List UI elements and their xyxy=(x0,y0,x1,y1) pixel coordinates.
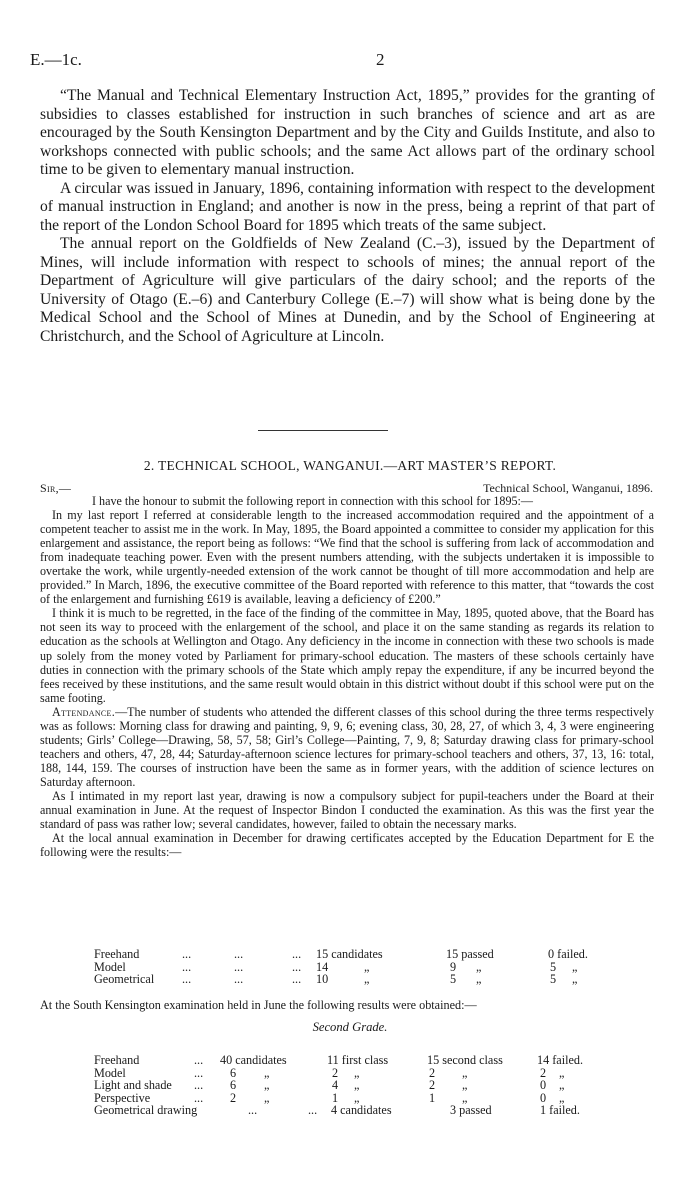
candidates-cell: 6 xyxy=(230,1065,237,1080)
intro-paragraph: “The Manual and Technical Elementary Instruction Act, 1895,” provides for the granting of subsidies to classes established for instruction in such branches of science and art as are encouraged by the South Kensington Department and by the City and Guilds Institute, and also to workshops connected with public schools; and the same Act allows part of the ordinary school time to be given to elementary manual instruction. xyxy=(40,87,655,178)
failed-cell: 1 failed. xyxy=(540,1103,580,1118)
subject-cell: Perspective xyxy=(94,1090,151,1105)
report-title: 2. TECHNICAL SCHOOL, WANGANUI.—ART MASTER’S REPORT. xyxy=(143,458,557,473)
leader-dots: ... xyxy=(194,1078,204,1093)
leader-dots: ... xyxy=(292,972,302,987)
paragraph-text: I have the honour to submit the following report in connection with this school for 1895:— xyxy=(92,494,534,508)
ditto-mark: „ xyxy=(572,972,578,987)
passed-cell: 5 xyxy=(450,972,457,987)
table-row xyxy=(94,972,614,985)
dateline: Technical School, Wanganui, 1896. xyxy=(483,481,653,495)
south-kensington-intro: At the South Kensington examination held in June the following results were obtained:— xyxy=(40,998,477,1012)
paragraph-text: —The number of students who attended the different classes of this school during the three terms respectively was as follows: Morning class for drawing and painting, 9, 9, 6; evening class, 30, 28, 27, of which 3, 4, 3 were engineering students; Girls’ College—Drawing, 58, 57, 58; Girl’s College—Painting, 7, 9, 8; Saturday drawing class for primary-school teachers and others, 47, 28, 44; Saturday-afternoon science lectures for primary-school teachers and others, 37, 13, 16: total, 188, 144, 159. The courses of instruction have been the same as in former years, with the addition of science lectures on Saturday afternoon. xyxy=(40,704,654,789)
failed-cell: 5 xyxy=(550,972,557,987)
report-paragraph xyxy=(40,494,654,508)
report-paragraph: At the local annual examination in December for drawing certificates accepted by the Education Department for E the following were the results:— xyxy=(40,831,654,860)
leader-dots: ... xyxy=(234,972,244,987)
ditto-mark: „ xyxy=(354,1065,360,1080)
failed-cell: 0 xyxy=(540,1090,547,1105)
first-class-cell: 2 xyxy=(332,1065,339,1080)
ditto-mark: „ xyxy=(364,959,370,974)
ditto-mark: „ xyxy=(354,1078,360,1093)
subject-cell: Freehand xyxy=(94,947,140,961)
ditto-mark: „ xyxy=(559,1078,565,1093)
page-header xyxy=(30,50,670,74)
second-grade-heading: Second Grade. xyxy=(312,1020,388,1034)
ditto-mark: „ xyxy=(462,1065,468,1080)
candidates-cell: 14 xyxy=(316,959,329,974)
candidates-cell: 15 candidates xyxy=(316,947,383,961)
passed-cell: 9 xyxy=(450,959,457,974)
failed-cell: 2 xyxy=(540,1065,547,1080)
ditto-mark: „ xyxy=(476,972,482,987)
second-class-cell: 15 second class xyxy=(427,1053,503,1067)
ditto-mark: „ xyxy=(364,972,370,987)
leader-dots: ... xyxy=(234,959,244,974)
report-paragraph xyxy=(40,705,654,789)
leader-dots: ... xyxy=(182,972,192,987)
intro-paragraph: The annual report on the Goldfields of New Zealand (C.–3), issued by the Department of Mines, will include information with respect to schools of mines; the annual report of the Department of Agriculture will give particulars of the dairy school; and the reports of the University of Otago (E.–6) and Canterbury College (E.–7) will show what is being done by the Medical School and the School of Mines at Dunedin, and by the School of Engineering at Christchurch, and the School of Agriculture at Lincoln. xyxy=(40,235,655,345)
subject-cell: Geometrical xyxy=(94,972,155,987)
local-results-table xyxy=(94,947,614,985)
second-class-cell: 2 xyxy=(429,1065,436,1080)
south-kensington-table xyxy=(94,1053,624,1116)
leader-dots: ... xyxy=(292,959,302,974)
table-row xyxy=(94,1066,624,1079)
table-row xyxy=(94,1053,624,1066)
table-row xyxy=(94,1078,624,1091)
failed-cell: 0 failed. xyxy=(548,947,588,961)
leader-dots: ... xyxy=(248,1103,258,1118)
table-row xyxy=(94,1091,624,1104)
ditto-mark: „ xyxy=(264,1090,270,1105)
table-row xyxy=(94,960,614,973)
ditto-mark: „ xyxy=(264,1078,270,1093)
failed-cell: 5 xyxy=(550,959,557,974)
attendance-heading: Attendance. xyxy=(52,704,116,719)
first-class-cell: 4 xyxy=(332,1078,339,1093)
leader-dots: ... xyxy=(182,947,192,961)
passed-cell: 15 passed xyxy=(446,947,494,961)
report-paragraph: I think it is much to be regretted, in the face of the finding of the committee in May, 1895, quoted above, that the Board has not seen its way to proceed with the enlargement of the school, and place it on the same standing as regards its relation to education as the schools at Wellington and Otago. Any deficiency in the income in connection with these two schools is made up solely from the money voted by Parliament for primary-school education. The masters of these schools certainly have duties in connection with the primary schools of the State which amply repay the expenditure, if any be incurred beyond the fees received by these institutions, and the same result would obtain in this district without doubt if this school were put on the same footing. xyxy=(40,606,654,705)
subject-cell: Freehand xyxy=(94,1053,140,1067)
ditto-mark: „ xyxy=(354,1090,360,1105)
subject-cell: Light and shade xyxy=(94,1078,172,1093)
subject-cell: Model xyxy=(94,1065,126,1080)
passed-cell: 3 passed xyxy=(450,1103,492,1118)
candidates-cell: 2 xyxy=(230,1090,237,1105)
leader-dots: ... xyxy=(292,947,302,961)
failed-cell: 14 failed. xyxy=(537,1053,584,1067)
intro-paragraph: A circular was issued in January, 1896, containing information with respect to the development of manual instruction in England; and another is now in the press, being a reprint of that part of the report of the London School Board for 1895 which treats of the same subject. xyxy=(40,179,655,234)
salutation: Sir,— xyxy=(40,481,72,495)
ditto-mark: „ xyxy=(559,1090,565,1105)
second-class-cell: 1 xyxy=(429,1090,436,1105)
leader-dots: ... xyxy=(182,959,192,974)
second-class-cell: 2 xyxy=(429,1078,436,1093)
leader-dots: ... xyxy=(308,1103,318,1118)
report-paragraph: As I intimated in my report last year, drawing is now a compulsory subject for pupil-teachers under the Board at their annual examination in June. At the request of Inspector Bindon I conducted the examination. As this was the first year the standard of pass was rather low; several candidates, however, failed to obtain the necessary marks. xyxy=(40,788,654,832)
failed-cell: 0 xyxy=(540,1078,547,1093)
page-number: 2 xyxy=(376,50,385,69)
ditto-mark: „ xyxy=(264,1065,270,1080)
intro-section xyxy=(40,87,655,346)
ditto-mark: „ xyxy=(559,1065,565,1080)
candidates-cell: 40 candidates xyxy=(220,1053,287,1067)
ditto-mark: „ xyxy=(462,1090,468,1105)
subject-cell: Geometrical drawing xyxy=(94,1103,198,1118)
first-class-cell: 11 first class xyxy=(327,1053,389,1067)
first-class-cell: 1 xyxy=(332,1090,339,1105)
leader-dots: ... xyxy=(194,1053,204,1067)
ditto-mark: „ xyxy=(476,959,482,974)
table-row xyxy=(94,947,614,960)
subject-cell: Model xyxy=(94,959,126,974)
candidates-cell: 6 xyxy=(230,1078,237,1093)
report-paragraph: In my last report I referred at considerable length to the increased accommodation required and the appointment of a competent teacher to assist me in the work. In May, 1895, the Board appointed a committee to consider my application for this enlargement and assistance, the report being as follows: “We find that the school is suffering from lack of accommodation and from inadequate teaching power. Even with the present numbers attending, with the subjects undertaken it is impossible to overtake the work, while urgently-needed extension of the work cannot be thought of till more accommodation and help are provided.” In March, 1896, the executive committee of the Board reported with reference to this matter, that “towards the cost of the enlargement and furnishing £619 is available, leaving a deficiency of £200.” xyxy=(40,508,654,607)
candidates-cell: 4 candidates xyxy=(331,1103,392,1118)
section-divider xyxy=(258,430,388,431)
ditto-mark: „ xyxy=(572,959,578,974)
leader-dots: ... xyxy=(194,1065,204,1080)
candidates-cell: 10 xyxy=(316,972,329,987)
table-row xyxy=(94,1103,624,1116)
leader-dots: ... xyxy=(234,947,244,961)
ditto-mark: „ xyxy=(462,1078,468,1093)
report-body xyxy=(40,494,654,859)
document-reference: E.—1c. xyxy=(30,50,82,69)
leader-dots: ... xyxy=(194,1090,204,1105)
